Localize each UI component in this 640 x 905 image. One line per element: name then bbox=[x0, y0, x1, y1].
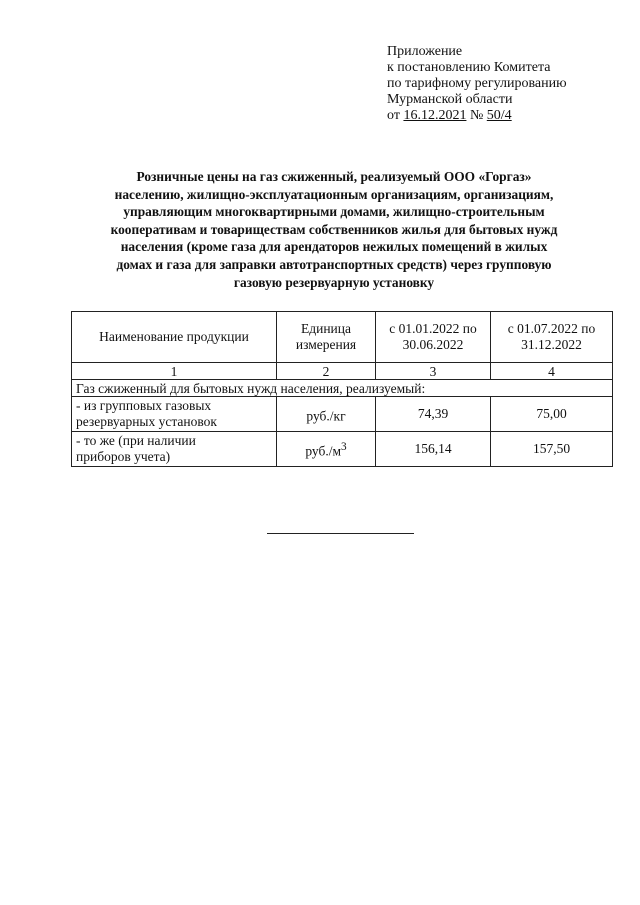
resolution-date: 16.12.2021 bbox=[403, 108, 467, 123]
title-line: населения (кроме газа для арендаторов нежилых помещений в жилых bbox=[120, 239, 548, 255]
price-table bbox=[71, 311, 613, 467]
header-text: с 01.01.2022 по bbox=[389, 321, 477, 336]
product-name-line: приборов учета) bbox=[76, 449, 171, 464]
appendix-line: к постановлению Комитета bbox=[387, 60, 551, 75]
appendix-block bbox=[387, 44, 567, 124]
appendix-line: Мурманской области bbox=[387, 92, 513, 107]
number-sign: № bbox=[469, 108, 484, 123]
title-line: домах и газа для заправки автотранспортных средств) через групповую bbox=[116, 256, 552, 272]
column-number: 4 bbox=[491, 363, 613, 380]
from-prefix: от bbox=[387, 108, 400, 123]
header-text: 31.12.2022 bbox=[521, 337, 582, 352]
appendix-date-line bbox=[387, 108, 567, 124]
header-period-1 bbox=[376, 312, 491, 363]
header-text: Единица bbox=[300, 321, 351, 336]
header-text: измерения bbox=[295, 337, 357, 352]
price-period-2-cell: 157,50 bbox=[491, 432, 613, 467]
product-name-line: - то же (при наличии bbox=[76, 433, 196, 448]
table-row bbox=[72, 397, 613, 432]
section-row bbox=[72, 380, 613, 397]
title-line: кооперативам и товариществам собственников жилья для бытовых нужд bbox=[110, 221, 558, 237]
product-name-line: резервуарных установок bbox=[76, 414, 217, 429]
end-separator-line bbox=[267, 533, 414, 534]
column-number: 1 bbox=[72, 363, 277, 380]
appendix-line: Приложение bbox=[387, 44, 463, 59]
unit-text: руб./кг bbox=[306, 408, 346, 424]
product-name-cell bbox=[72, 397, 277, 432]
title-line: газовую резервуарную установку bbox=[233, 274, 435, 290]
header-unit bbox=[277, 312, 376, 363]
resolution-number: 50/4 bbox=[486, 108, 512, 123]
title-line: управляющим многоквартирными домами, жилищно-строительным bbox=[123, 204, 545, 220]
section-label: Газ сжиженный для бытовых нужд населения, реализуемый: bbox=[72, 380, 613, 397]
appendix-line: по тарифному регулированию bbox=[387, 76, 567, 91]
header-text: Наименование продукции bbox=[99, 329, 249, 344]
product-name-line: - из групповых газовых bbox=[76, 398, 212, 413]
unit-cell bbox=[277, 397, 376, 432]
price-period-2-cell: 75,00 bbox=[491, 397, 613, 432]
price-period-1-cell: 156,14 bbox=[376, 432, 491, 467]
unit-cell bbox=[277, 432, 376, 467]
header-text: 30.06.2022 bbox=[402, 337, 464, 352]
header-text: с 01.07.2022 по bbox=[507, 321, 596, 336]
title-line: Розничные цены на газ сжиженный, реализуемый ООО «Горгаз» bbox=[136, 169, 532, 184]
document-title bbox=[60, 168, 608, 291]
column-number: 3 bbox=[376, 363, 491, 380]
column-number-row bbox=[72, 363, 613, 380]
table-row bbox=[72, 432, 613, 467]
header-period-2 bbox=[491, 312, 613, 363]
column-number: 2 bbox=[277, 363, 376, 380]
price-period-1-cell: 74,39 bbox=[376, 397, 491, 432]
unit-superscript: 3 bbox=[341, 440, 347, 453]
product-name-cell bbox=[72, 432, 277, 467]
unit-text: руб./м bbox=[305, 443, 342, 459]
header-product-name bbox=[72, 312, 277, 363]
title-line: населению, жилищно-эксплуатационным организациям, организациям, bbox=[114, 186, 554, 202]
table-header-row bbox=[72, 312, 613, 363]
